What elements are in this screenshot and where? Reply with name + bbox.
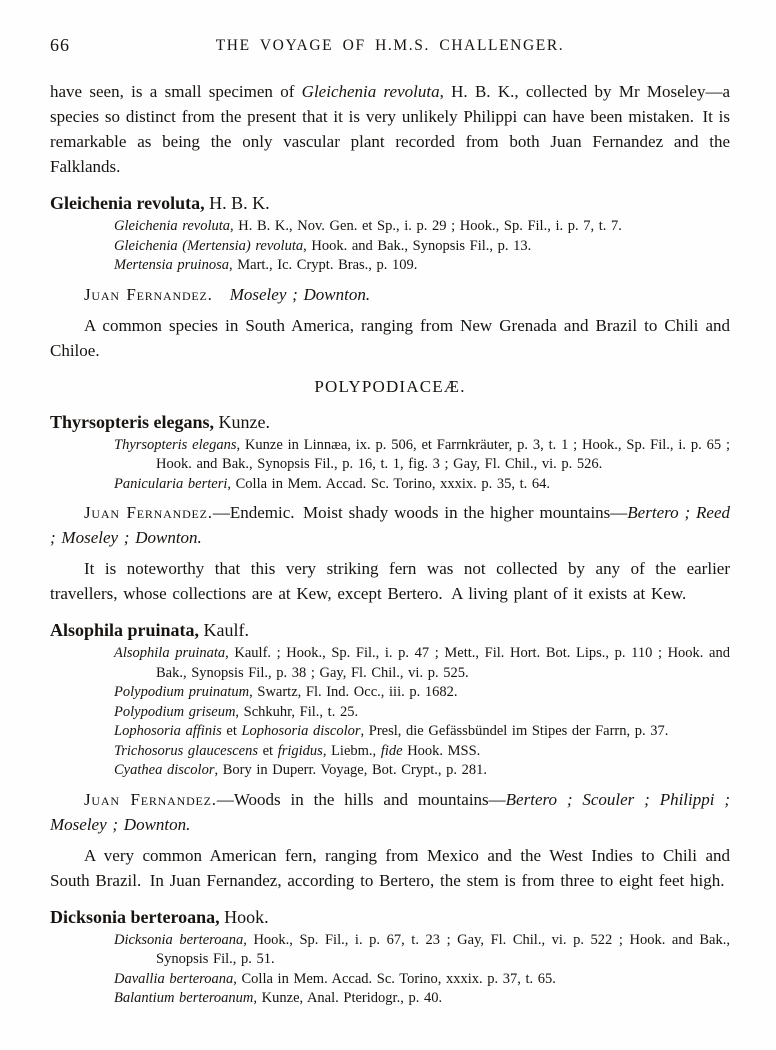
running-header: THE VOYAGE OF H.M.S. CHALLENGER. [215, 37, 565, 54]
species-heading-dicksonia: Dicksonia berteroana, Hook. [50, 906, 269, 927]
body-paragraph-thyrsopteris: It is noteworthy that this very striking fern was not collected by any of the earlier travellers, whose collections are at Kew, except Bertero. A living plant of it exists at Kew. [50, 559, 730, 603]
synonym-entry: Polypodium pruinatum, Swartz, Fl. Ind. Occ., iii. p. 1682. [114, 684, 458, 700]
synonymy-list-dicksonia [50, 931, 730, 1009]
locality-line-gleichenia: Juan Fernandez. Moseley ; Downton. [84, 284, 371, 304]
synonym-entry: Gleichenia (Mertensia) revoluta, Hook. and Bak., Synopsis Fil., p. 13. [114, 237, 532, 254]
synonym-entry: Trichosorus glaucescens et frigidus, Liebm., fide Hook. MSS. [114, 742, 481, 759]
synonym-entry: Lophosoria affinis et Lophosoria discolor, Presl, die Gefässbündel im Stipes der Farrn, p. 37. [114, 723, 669, 739]
synonymy-list-alsophila [50, 644, 730, 781]
synonym-entry: Gleichenia revoluta, H. B. K., Nov. Gen. et Sp., i. p. 29 ; Hook., Sp. Fil., i. p. 7, t. 7. [114, 218, 622, 234]
intro-paragraph: have seen, is a small specimen of Gleichenia revoluta, H. B. K., collected by Mr Moseley—a species so distinct from the present that it is very unlikely Philippi can have been mistaken. It is remarkable as being the only vascular plant recorded from both Juan Fernandez and the Falklands. [50, 82, 730, 176]
synonym-entry: Thyrsopteris elegans, Kunze in Linnæa, ix. p. 506, et Farrnkräuter, p. 3, t. 1 ; Hook., Sp. Fil., i. p. 65 ; Hook. and Bak., Synopsis Fil., p. 16, t. 1, fig. 3 ; Gay, Fl. Chil., vi. p. 526. [114, 436, 731, 472]
family-heading-polypodiaceae: POLYPODIACEÆ. [314, 376, 466, 396]
species-heading-alsophila: Alsophila pruinata, Kaulf. [50, 620, 250, 640]
body-paragraph-alsophila: A very common American fern, ranging from Mexico and the West Indies to Chili and South Brazil. In Juan Fernandez, according to Bertero, the stem is from three to eight feet high. [50, 845, 730, 890]
synonymy-list-thyrsopteris [50, 436, 730, 495]
species-section-alsophila [50, 619, 730, 893]
species-heading-gleichenia: Gleichenia revoluta, H. B. K. [50, 193, 270, 213]
synonym-entry: Balantium berteroanum, Kunze, Anal. Pteridogr., p. 40. [114, 990, 443, 1006]
locality-line-alsophila: Juan Fernandez.—Woods in the hills and mountains—Bertero ; Scouler ; Philippi ; Moseley ; Downton. [50, 789, 731, 834]
synonym-entry: Dicksonia berteroana, Hook., Sp. Fil., i. p. 67, t. 23 ; Gay, Fl. Chil., vi. p. 522 ; Hook. and Bak., Synopsis Fil., p. 51. [114, 931, 730, 967]
species-section-thyrsopteris [50, 411, 730, 607]
synonym-entry: Mertensia pruinosa, Mart., Ic. Crypt. Bras., p. 109. [114, 257, 418, 273]
synonym-entry: Panicularia berteri, Colla in Mem. Accad. Sc. Torino, xxxix. p. 35, t. 64. [114, 475, 551, 492]
species-section-gleichenia [50, 192, 730, 363]
species-section-dicksonia [50, 906, 730, 1009]
body-paragraph-gleichenia: A common species in South America, ranging from New Grenada and Brazil to Chili and Chiloe. [50, 315, 730, 360]
species-heading-thyrsopteris: Thyrsopteris elegans, Kunze. [50, 411, 270, 432]
locality-line-thyrsopteris: Juan Fernandez.—Endemic. Moist shady woods in the higher mountains—Bertero ; Reed ; Moseley ; Downton. [50, 503, 730, 547]
synonym-entry: Cyathea discolor, Bory in Duperr. Voyage, Bot. Crypt., p. 281. [114, 762, 487, 778]
synonym-entry: Alsophila pruinata, Kaulf. ; Hook., Sp. Fil., i. p. 47 ; Mett., Fil. Hort. Bot. Lips., p. 110 ; Hook. and Bak., Synopsis Fil., p. 38 ; Gay, Fl. Chil., vi. p. 525. [114, 645, 730, 681]
page-header [50, 34, 730, 58]
page-number: 66 [50, 35, 70, 55]
synonym-entry: Polypodium griseum, Schkuhr, Fil., t. 25. [114, 703, 359, 720]
synonym-entry: Davallia berteroana, Colla in Mem. Accad. Sc. Torino, xxxix. p. 37, t. 65. [114, 970, 556, 987]
synonymy-list-gleichenia [50, 217, 730, 276]
